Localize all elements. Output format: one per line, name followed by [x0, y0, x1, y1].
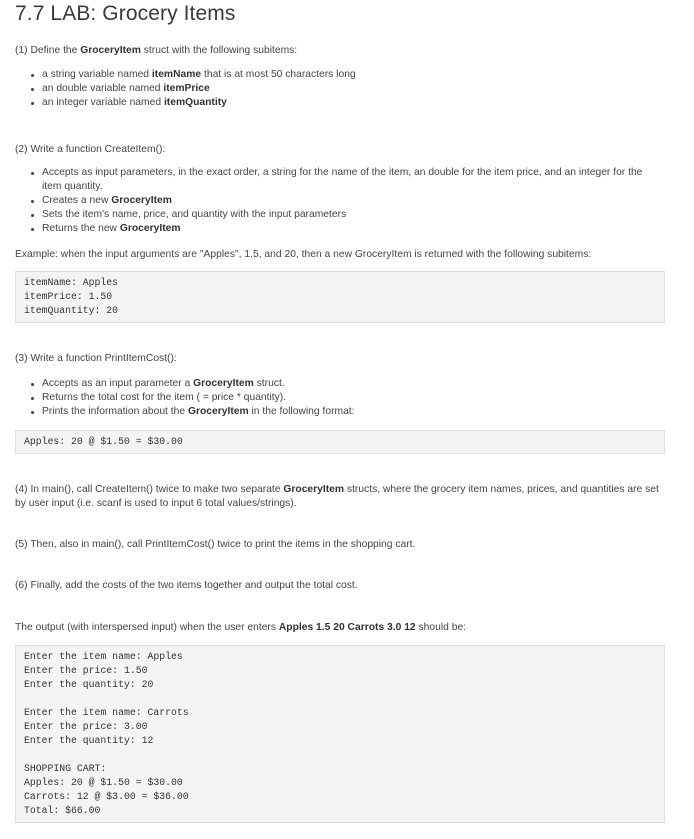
list-item: an double variable named itemPrice: [30, 82, 660, 96]
output-intro: The output (with interspersed input) when the user enters Apples 1.5 20 Carrots 3.0 12 should be:: [15, 622, 467, 633]
list-item: an integer variable named itemQuantity: [30, 96, 660, 110]
section-1-list: [30, 68, 660, 110]
section-2-list: [30, 166, 660, 236]
section-4-text: (4) In main(), call CreateItem() twice to make two separate GroceryItem structs, where the grocery item names, prices, and quantities are set by user input (i.e. scanf is used to input 6 total values/strings).: [15, 484, 659, 509]
example-text: Example: when the input arguments are "Apples", 1.5, and 20, then a new GroceryItem is returned with the following subitems:: [15, 249, 592, 260]
list-item: Returns the new GroceryItem: [30, 222, 660, 236]
section-2-intro: (2) Write a function CreateItem():: [15, 144, 166, 155]
page-title: 7.7 LAB: Grocery Items: [15, 2, 236, 25]
list-item: Prints the information about the GroceryItem in the following format:: [30, 405, 660, 419]
example-code-block: itemName: Apples itemPrice: 1.50 itemQuantity: 20: [15, 271, 665, 323]
output-code-block: Enter the item name: Apples Enter the price: 1.50 Enter the quantity: 20 Enter the item name: Carrots Enter the price: 3.00 Enter the quantity: 12 SHOPPING CART: Apples: 20 @ $1.50 = $30.00 Carrots: 12 @ $3.00 = $36.00 Total: $66.00: [15, 645, 665, 823]
list-item: Accepts as input parameters, in the exact order, a string for the name of the item, an double for the item price, and an integer for the item quantity.: [30, 166, 660, 194]
section-5-text: (5) Then, also in main(), call PrintItemCost() twice to print the items in the shopping cart.: [15, 539, 416, 550]
list-item: Accepts as an input parameter a GroceryItem struct.: [30, 377, 660, 391]
list-item: Sets the item's name, price, and quantity with the input parameters: [30, 208, 660, 222]
section-1-intro: (1) Define the GroceryItem struct with the following subitems:: [15, 45, 298, 56]
format-code-block: Apples: 20 @ $1.50 = $30.00: [15, 430, 665, 454]
list-item: Creates a new GroceryItem: [30, 194, 660, 208]
section-3-intro: (3) Write a function PrintItemCost():: [15, 353, 177, 364]
list-item: a string variable named itemName that is at most 50 characters long: [30, 68, 660, 82]
section-3-list: [30, 377, 660, 419]
list-item: Returns the total cost for the item ( = price * quantity).: [30, 391, 660, 405]
section-6-text: (6) Finally, add the costs of the two items together and output the total cost.: [15, 580, 358, 591]
